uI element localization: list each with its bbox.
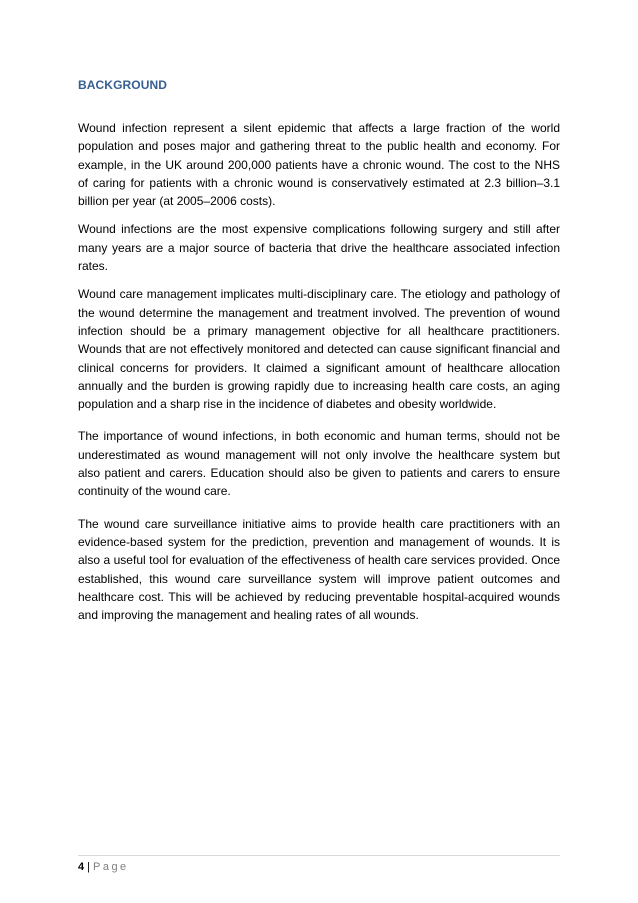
paragraph-4: The importance of wound infections, in both economic and human terms, should not be underestimated as wound management will not only involve the healthcare system but also patient and carers. Education should also be given to patients and carers to ensure continuity of the wound care. (78, 429, 560, 499)
footer-separator: | (87, 861, 90, 873)
footer-page-indicator (78, 860, 129, 874)
section-heading: BACKGROUND (78, 78, 167, 92)
paragraph-3: Wound care management implicates multi-disciplinary care. The etiology and pathology of the wound determine the management and treatment involved. The prevention of wound infection should be a primary management objective for all healthcare practitioners. Wounds that are not effectively monitored and detected can cause significant financial and clinical concerns for providers. It claimed a significant amount of healthcare allocation annually and the burden is growing rapidly due to increasing health care costs, an aging population and a sharp rise in the incidence of diabetes and obesity worldwide. (78, 287, 560, 412)
paragraph-5: The wound care surveillance initiative aims to provide health care practitioners with an evidence-based system for the prediction, prevention and management of wounds. It is also a useful tool for evaluation of the effectiveness of health care services provided. Once established, this wound care surveillance system will improve patient outcomes and healthcare cost. This will be achieved by reducing preventable hospital-acquired wounds and improving the management and healing rates of all wounds. (78, 516, 560, 623)
paragraph-1: Wound infection represent a silent epidemic that affects a large fraction of the world population and poses major and gathering threat to the public health and economy. For example, in the UK around 200,000 patients have a chronic wound. The cost to the NHS of caring for patients with a chronic wound is conservatively estimated at 2.3 billion–3.1 billion per year (at 2005–2006 costs). (78, 121, 560, 209)
page-footer (78, 855, 560, 876)
footer-page-number: 4 (78, 861, 85, 873)
paragraph-2: Wound infections are the most expensive complications following surgery and still after many years are a major source of bacteria that drive the healthcare associated infection rates. (78, 222, 560, 274)
page-content (78, 78, 560, 634)
footer-page-label: Page (92, 861, 129, 873)
